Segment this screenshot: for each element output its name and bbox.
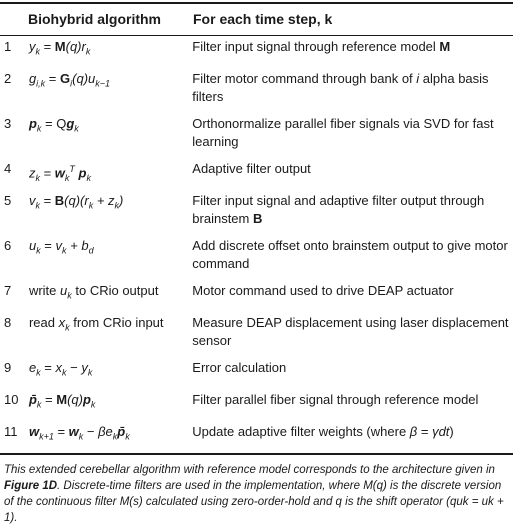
table-row <box>0 391 513 423</box>
algorithm-rows <box>0 38 513 455</box>
row-number: 4 <box>4 161 12 176</box>
row-formula: $p_k = Qg_k$ <box>28 116 79 134</box>
row-formula: write $u_k$ to CRio output <box>28 283 159 301</box>
row-number: 6 <box>4 238 12 253</box>
table-row <box>0 359 513 391</box>
row-description: Update adaptive filter weights (where β = γdt) <box>192 424 454 439</box>
row-formula: $p̄_k = M(q)p_k$ <box>28 392 96 410</box>
row-number: 5 <box>4 193 12 208</box>
row-formula: $g_{i,k} = G_i(q)u_{k-1}$ <box>28 71 111 89</box>
row-number: 11 <box>4 424 18 439</box>
row-description: Filter motor command through bank of i alpha basis filters <box>192 71 489 104</box>
header-algorithm: Biohybrid algorithm <box>28 11 161 27</box>
row-description: Adaptive filter output <box>192 161 311 176</box>
row-number: 2 <box>4 71 12 86</box>
row-formula: $e_k = x_k - y_k$ <box>28 360 93 378</box>
row-formula: $y_k = M(q)r_k$ <box>28 39 91 57</box>
table-row <box>0 160 513 192</box>
row-description: Error calculation <box>192 360 287 375</box>
row-formula: $u_k = v_k + b_d$ <box>28 238 94 256</box>
table-row <box>0 38 513 70</box>
row-description: Measure DEAP displacement using laser displacement sensor <box>192 315 509 348</box>
table-row <box>0 192 513 237</box>
row-number: 8 <box>4 315 12 330</box>
table-row <box>0 423 513 455</box>
row-number: 3 <box>4 116 12 131</box>
caption-text-end: . Discrete-time filters are used in the implementation, where M(q) is the discrete version of the continuous filter M(s) calculated using zero-order-hold and q is the shift operator (quk = uk + 1). <box>4 480 504 524</box>
row-number: 1 <box>4 39 12 54</box>
row-number: 7 <box>4 283 12 298</box>
row-description: Filter input signal and adaptive filter output through brainstem B <box>192 193 485 226</box>
top-rule <box>0 2 513 4</box>
row-formula: $w_{k+1} = w_k$ − $\beta e_kp̄_k$ <box>28 424 130 442</box>
table-row <box>0 115 513 160</box>
table-row <box>0 70 513 115</box>
table-row <box>0 282 513 314</box>
row-formula: read $x_k$ from CRio input <box>28 315 164 333</box>
row-formula: $z_k = w_k^T$ $p_k$ <box>28 164 91 183</box>
row-formula: $v_k = B(q)(r_k + z_k)$ <box>28 193 124 211</box>
row-description: Orthonormalize parallel fiber signals via SVD for fast learning <box>192 116 494 149</box>
table-row <box>0 237 513 282</box>
header-rule <box>0 35 513 36</box>
bottom-rule <box>0 453 513 455</box>
table-caption <box>4 462 509 526</box>
table-row <box>0 314 513 359</box>
caption-text-start: This extended cerebellar algorithm with reference model corresponds to the architecture given in <box>4 464 495 476</box>
row-number: 10 <box>4 392 19 407</box>
row-description: Add discrete offset onto brainstem output to give motor command <box>192 238 508 271</box>
row-description: Motor command used to drive DEAP actuator <box>192 283 454 298</box>
header-time-step: For each time step, k <box>193 11 333 27</box>
row-number: 9 <box>4 360 12 375</box>
row-description: Filter input signal through reference model M <box>192 39 451 54</box>
figure-reference-link[interactable]: Figure 1D <box>4 480 58 492</box>
row-description: Filter parallel fiber signal through reference model <box>192 392 479 407</box>
